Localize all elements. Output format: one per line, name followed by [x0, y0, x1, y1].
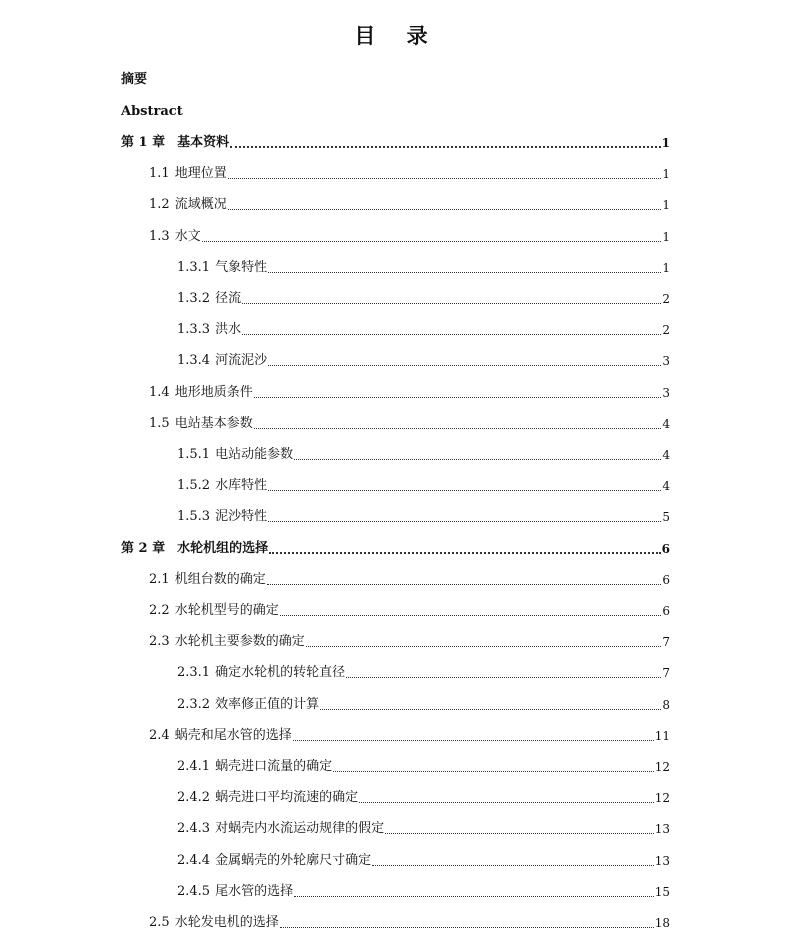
toc-entry-page-number: 1 — [662, 198, 670, 212]
toc-entry-page-number: 2 — [662, 292, 670, 306]
toc-entry-label: 蜗壳和尾水管的选择 — [174, 728, 292, 743]
toc-entry[interactable] — [149, 165, 670, 183]
toc-entry-page-number: 6 — [662, 604, 670, 618]
toc-dot-leader — [242, 334, 661, 335]
toc-entry-label: 电站动能参数 — [215, 447, 294, 462]
toc-dot-leader — [346, 677, 661, 678]
toc-entry-number: 1.5.1 — [177, 447, 211, 462]
toc-entry-number: 2.4.1 — [177, 759, 211, 774]
toc-dot-leader — [230, 146, 661, 148]
toc-entry[interactable] — [177, 446, 670, 464]
toc-entry-label: 气象特性 — [215, 260, 268, 275]
toc-dot-leader — [228, 209, 662, 210]
toc-entry-number: 1.5 — [149, 416, 170, 431]
toc-entry-page-number: 12 — [654, 791, 670, 805]
toc-entry-page-number: 5 — [662, 510, 670, 524]
toc-entry[interactable] — [177, 352, 670, 370]
toc-entry-label: 基本资料 — [177, 135, 230, 150]
toc-entry[interactable] — [177, 696, 670, 714]
toc-entry-page-number: 15 — [654, 885, 670, 899]
toc-entry-number: 1.1 — [149, 166, 170, 181]
toc-entry-label: 河流泥沙 — [215, 353, 268, 368]
toc-entry[interactable] — [177, 789, 670, 807]
toc-entry-label: 水轮机主要参数的确定 — [174, 634, 305, 649]
toc-entry[interactable] — [177, 820, 670, 838]
toc-dot-leader — [385, 833, 654, 834]
toc-entry-number: 2.3.1 — [177, 665, 211, 680]
toc-dot-leader — [294, 459, 661, 460]
toc-entry[interactable] — [149, 602, 670, 620]
toc-entry-page-number: 7 — [662, 666, 670, 680]
toc-entry-label: 电站基本参数 — [174, 416, 253, 431]
toc-entry-number: 2.1 — [149, 572, 170, 587]
toc-entry-number: 2.4 — [149, 728, 170, 743]
toc-dot-leader — [372, 865, 654, 866]
toc-dot-leader — [306, 646, 662, 647]
toc-entry-label: 泥沙特性 — [215, 509, 268, 524]
toc-entry-label: 机组台数的确定 — [174, 572, 266, 587]
toc-entry-label: 金属蜗壳的外轮廓尺寸确定 — [215, 853, 372, 868]
toc-entry-page-number: 1 — [662, 261, 670, 275]
toc-entry-label: 地理位置 — [174, 166, 227, 181]
toc-entry-number: 1.5.2 — [177, 478, 211, 493]
toc-entry-number: 1.3.2 — [177, 291, 211, 306]
toc-entry[interactable] — [121, 134, 670, 152]
toc-entry-label: 地形地质条件 — [174, 385, 253, 400]
toc-entry-number: 2.4.2 — [177, 790, 211, 805]
toc-entry-page-number: 2 — [662, 323, 670, 337]
toc-entry-page-number: 1 — [662, 230, 670, 244]
toc-dot-leader — [294, 896, 654, 897]
toc-entry-page-number: 4 — [662, 479, 670, 493]
toc-entry-page-number: 4 — [662, 417, 670, 431]
toc-entry-page-number: 6 — [661, 542, 670, 556]
toc-entry-number: 第 1 章 — [121, 135, 166, 150]
toc-entry[interactable] — [121, 540, 670, 558]
page-title: 目 录 — [354, 23, 440, 48]
toc-entry[interactable] — [177, 883, 670, 901]
toc-entry-number: 第 2 章 — [121, 541, 166, 556]
toc-dot-leader — [254, 397, 662, 398]
toc-entry-number: 1.2 — [149, 197, 170, 212]
toc-entry-number: 1.3 — [149, 229, 170, 244]
toc-entry[interactable] — [149, 415, 670, 433]
toc-entry[interactable] — [177, 852, 670, 870]
toc-entry-number: 1.5.3 — [177, 509, 211, 524]
toc-entry-label: 水文 — [174, 229, 201, 244]
toc-entry[interactable] — [177, 758, 670, 776]
toc-dot-leader — [280, 615, 662, 616]
toc-entry[interactable] — [177, 664, 670, 682]
toc-dot-leader — [242, 303, 661, 304]
front-matter-abstract-en[interactable]: Abstract — [121, 104, 183, 119]
toc-entry-page-number: 3 — [662, 354, 670, 368]
toc-entry-label: 径流 — [215, 291, 242, 306]
toc-entry-number: 1.3.4 — [177, 353, 211, 368]
toc-entry[interactable] — [149, 633, 670, 651]
toc-entry-number: 1.3.3 — [177, 322, 211, 337]
toc-dot-leader — [320, 709, 661, 710]
toc-entry[interactable] — [177, 508, 670, 526]
toc-entry-number: 2.3.2 — [177, 697, 211, 712]
toc-entry-page-number: 8 — [662, 698, 670, 712]
toc-entry[interactable] — [149, 384, 670, 402]
toc-entry-label: 确定水轮机的转轮直径 — [215, 665, 346, 680]
toc-entry-page-number: 13 — [654, 854, 670, 868]
front-matter-abstract-cn[interactable]: 摘要 — [121, 72, 148, 87]
toc-dot-leader — [254, 428, 662, 429]
toc-entry-label: 水轮发电机的选择 — [174, 915, 279, 930]
toc-entry-page-number: 6 — [662, 573, 670, 587]
toc-entry-page-number: 18 — [654, 916, 670, 930]
toc-entry-label: 对蜗壳内水流运动规律的假定 — [215, 821, 385, 836]
toc-entry-number: 1.4 — [149, 385, 170, 400]
toc-entry-label: 流域概况 — [174, 197, 227, 212]
toc-entry[interactable] — [177, 321, 670, 339]
toc-entry-label: 水轮机组的选择 — [177, 541, 269, 556]
toc-entry-page-number: 12 — [654, 760, 670, 774]
toc-entry-number: 2.4.4 — [177, 853, 211, 868]
toc-entry-label: 效率修正值的计算 — [215, 697, 320, 712]
toc-dot-leader — [268, 365, 661, 366]
toc-dot-leader — [268, 272, 661, 273]
toc-entry-label: 洪水 — [215, 322, 242, 337]
toc-dot-leader — [267, 584, 662, 585]
toc-entry[interactable] — [149, 571, 670, 589]
toc-entry-label: 尾水管的选择 — [215, 884, 294, 899]
toc-dot-leader — [359, 802, 654, 803]
toc-dot-leader — [202, 241, 662, 242]
toc-dot-leader — [280, 927, 654, 928]
toc-entry-label: 水库特性 — [215, 478, 268, 493]
toc-dot-leader — [333, 771, 654, 772]
toc-dot-leader — [293, 740, 654, 741]
toc-entry-page-number: 4 — [662, 448, 670, 462]
toc-dot-leader — [269, 552, 661, 554]
toc-entry-number: 2.4.5 — [177, 884, 211, 899]
toc-entry[interactable] — [177, 259, 670, 277]
toc-entry[interactable] — [149, 727, 670, 745]
toc-entry[interactable] — [149, 914, 670, 932]
toc-dot-leader — [268, 521, 661, 522]
toc-entry[interactable] — [177, 477, 670, 495]
toc-entry-label: 水轮机型号的确定 — [174, 603, 279, 618]
toc-entry-number: 2.3 — [149, 634, 170, 649]
toc-entry[interactable] — [177, 290, 670, 308]
toc-entry-label: 蜗壳进口平均流速的确定 — [215, 790, 359, 805]
toc-entry-page-number: 3 — [662, 386, 670, 400]
toc-entry-page-number: 7 — [662, 635, 670, 649]
toc-entry-number: 2.4.3 — [177, 821, 211, 836]
toc-dot-leader — [228, 178, 662, 179]
toc-entry-label: 蜗壳进口流量的确定 — [215, 759, 333, 774]
toc-entry-number: 2.2 — [149, 603, 170, 618]
toc-entry[interactable] — [149, 196, 670, 214]
toc-entry-number: 2.5 — [149, 915, 170, 930]
toc-entry[interactable] — [149, 228, 670, 246]
toc-entry-page-number: 1 — [662, 167, 670, 181]
toc-entry-page-number: 1 — [661, 136, 670, 150]
toc-entry-number: 1.3.1 — [177, 260, 211, 275]
toc-entry-page-number: 13 — [654, 822, 670, 836]
toc-entry-page-number: 11 — [654, 729, 670, 743]
toc-dot-leader — [268, 490, 661, 491]
